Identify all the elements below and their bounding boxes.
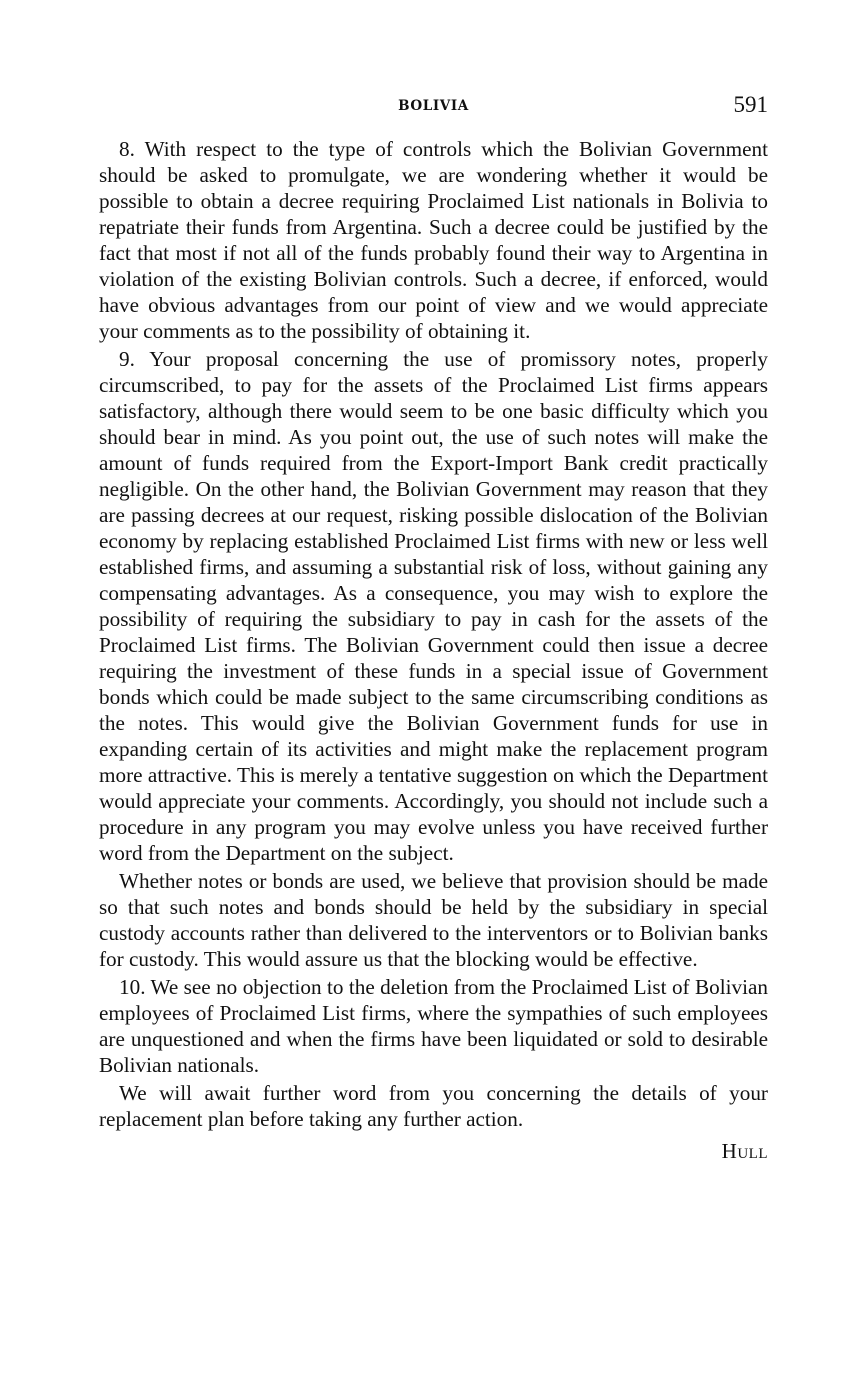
document-body <box>99 136 768 1132</box>
page-number: 591 <box>733 92 768 117</box>
paragraph-10: 10. We see no objection to the deletion from the Proclaimed List of Bolivian employees of Proclaimed List firms, where the sympathies of such employees are unquestioned and when the firms have been liquidated or sold to desirable Bolivian nationals. <box>99 975 768 1077</box>
page-header <box>99 92 768 124</box>
paragraph-notes-bonds: Whether notes or bonds are used, we believe that provision should be made so that such notes and bonds should be held by the subsidiary in special custody accounts rather than delivered to the interventors or to Bolivian banks for custody. This would assure us that the blocking would be effective. <box>99 869 768 971</box>
paragraph-closing: We will await further word from you concerning the details of your replacement plan before taking any further action. <box>99 1081 768 1131</box>
running-head: BOLIVIA <box>398 98 469 114</box>
paragraph-9: 9. Your proposal concerning the use of promissory notes, properly circumscribed, to pay for the assets of the Proclaimed List firms appears satisfactory, although there would seem to be one basic difficulty which you should bear in mind. As you point out, the use of such notes will make the amount of funds required from the Export-Import Bank credit practically negligible. On the other hand, the Bolivian Government may reason that they are passing decrees at our request, risking possible dislocation of the Bolivian economy by replacing established Proclaimed List firms with new or less well established firms, and assuming a substantial risk of loss, without gaining any compensating advantages. As a consequence, you may wish to explore the possibility of requiring the subsidiary to pay in cash for the assets of the Proclaimed List firms. The Bolivian Government could then issue a decree requiring the investment of these funds in a special issue of Government bonds which could be made subject to the same circumscribing conditions as the notes. This would give the Bolivian Government funds for use in expanding certain of its activities and might make the replacement program more attractive. This is merely a tentative suggestion on which the Department would appreciate your comments. Accordingly, you should not include such a procedure in any program you may evolve unless you have received further word from the Department on the subject. <box>99 347 768 865</box>
document-page <box>99 92 768 1164</box>
signature: Hull <box>721 1139 768 1163</box>
paragraph-8: 8. With respect to the type of controls which the Bolivian Government should be asked to promulgate, we are wondering whether it would be possible to obtain a decree requiring Proclaimed List nationals in Bolivia to repatriate their funds from Argentina. Such a decree could be justified by the fact that most if not all of the funds probably found their way to Argentina in violation of the existing Bolivian controls. Such a decree, if enforced, would have obvious advantages from our point of view and we would appreciate your comments as to the possibility of obtaining it. <box>99 137 768 343</box>
